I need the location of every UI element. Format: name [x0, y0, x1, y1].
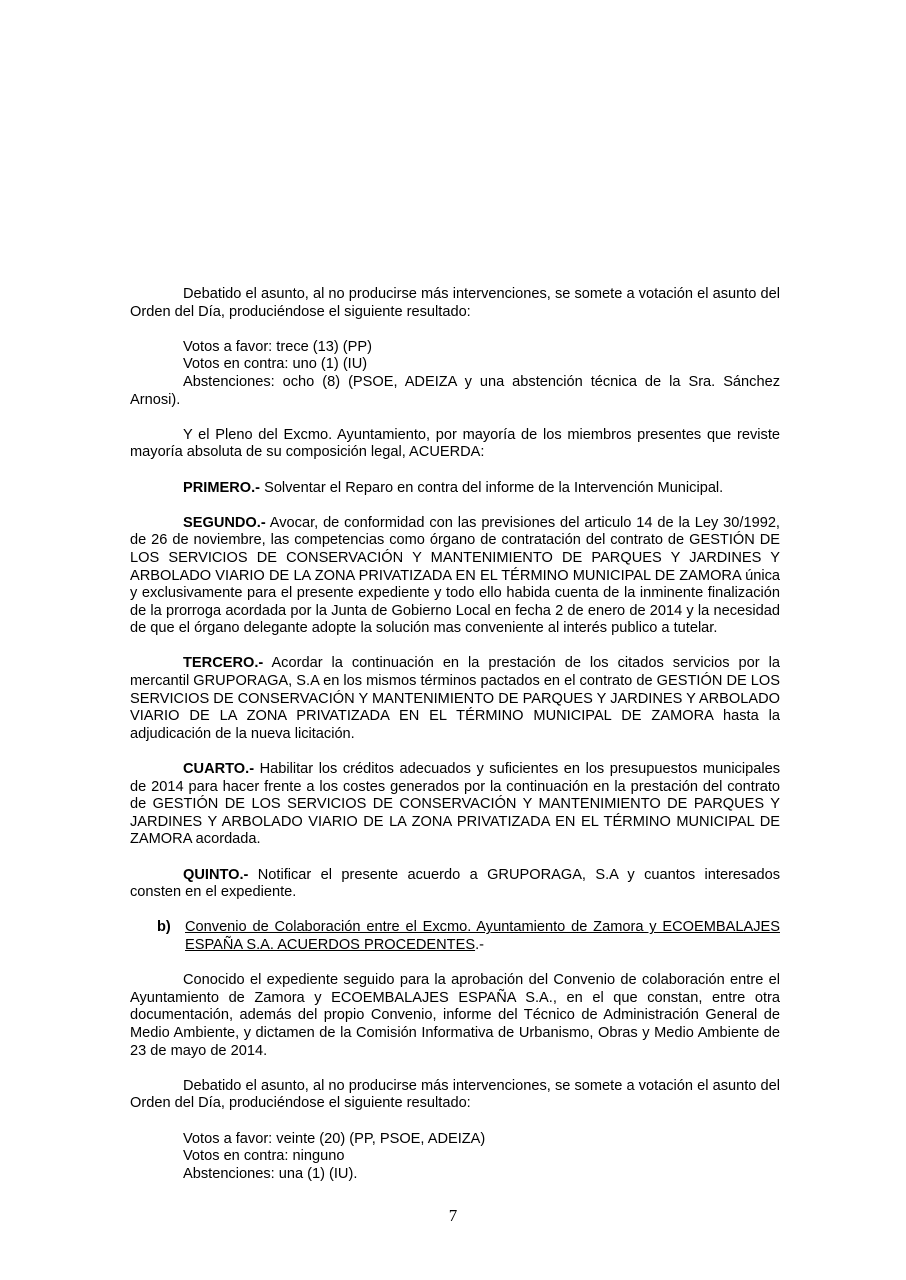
vote-results-2 [130, 1131, 780, 1184]
section-b-heading [130, 919, 780, 954]
acuerdo-tercero [130, 655, 780, 743]
votes-favor-2: Votos a favor: veinte (20) (PP, PSOE, ADEIZA) [183, 1130, 486, 1147]
debate-paragraph-1: Debatido el asunto, al no producirse más intervenciones, se somete a votación el asunto del Orden del Día, produciéndose el siguiente resultado: [130, 286, 780, 320]
page-number: 7 [448, 1206, 458, 1225]
section-b-title: Convenio de Colaboración entre el Excmo. Ayuntamiento de Zamora y ECOEMBALAJES ESPAÑA S.A. ACUERDOS PROCEDENTES [185, 919, 780, 953]
votes-contra: Votos en contra: uno (1) (IU) [183, 356, 368, 373]
votes-contra-2: Votos en contra: ninguno [183, 1148, 345, 1165]
document-body [130, 286, 780, 1183]
acuerdo-quinto [130, 867, 780, 902]
acuerdo-quinto-text: Notificar el presente acuerdo a GRUPORAGA, S.A y cuantos interesados consten en el expediente. [130, 866, 780, 901]
vote-results-1 [130, 339, 780, 409]
acuerdo-primero-label: PRIMERO.- [183, 479, 261, 496]
acuerdo-primero [130, 480, 780, 498]
acuerdo-segundo [130, 515, 780, 638]
pleno-paragraph: Y el Pleno del Excmo. Ayuntamiento, por mayoría de los miembros presentes que reviste mayoría absoluta de su composición legal, ACUERDA: [130, 426, 780, 461]
votes-abstenciones-2: Abstenciones: una (1) (IU). [183, 1165, 358, 1182]
votes-abstenciones: Abstenciones: ocho (8) (PSOE, ADEIZA y una abstención técnica de la Sra. Sánchez Arnosi). [130, 373, 780, 408]
acuerdo-cuarto [130, 761, 780, 849]
section-b-suffix: .- [475, 936, 484, 953]
section-b-label: b) [157, 919, 171, 936]
acuerdo-cuarto-text: Habilitar los créditos adecuados y suficientes en los presupuestos municipales de 2014 para hacer frente a los costes generados por la continuación en la prestación del contrato de GESTIÓN DE LOS SERVICIOS DE CONSERVACIÓN Y MANTENIMIENTO DE PARQUES Y JARDINES Y ARBOLADO VIARIO DE LA ZONA PRIVATIZADA EN EL TÉRMINO MUNICIPAL DE ZAMORA acordada. [130, 761, 780, 848]
acuerdo-quinto-label: QUINTO.- [183, 866, 249, 883]
votes-favor: Votos a favor: trece (13) (PP) [183, 338, 372, 355]
section-b-title-wrap [185, 919, 780, 954]
debate-paragraph-2: Debatido el asunto, al no producirse más intervenciones, se somete a votación el asunto del Orden del Día, produciéndose el siguiente resultado: [130, 1077, 780, 1112]
acuerdo-tercero-text: Acordar la continuación en la prestación de los citados servicios por la mercantil GRUPORAGA, S.A en los mismos términos pactados en el contrato de GESTIÓN DE LOS SERVICIOS DE CONSERVACIÓN Y MANTENIMIENTO DE PARQUES Y JARDINES Y ARBOLADO VIARIO DE LA ZONA PRIVATIZADA EN EL TÉRMINO MUNICIPAL DE ZAMORA hasta la adjudicación de la nueva licitación. [130, 655, 780, 742]
acuerdo-primero-text: Solventar el Reparo en contra del informe de la Intervención Municipal. [260, 479, 724, 496]
acuerdo-segundo-label: SEGUNDO.- [183, 514, 266, 531]
acuerdo-cuarto-label: CUARTO.- [183, 761, 255, 778]
acuerdo-segundo-text: Avocar, de conformidad con las previsiones del articulo 14 de la Ley 30/1992, de 26 de noviembre, las competencias como órgano de contratación del contrato de GESTIÓN DE LOS SERVICIOS DE CONSERVACIÓN Y MANTENIMIENTO DE PARQUES Y JARDINES Y ARBOLADO VIARIO DE LA ZONA PRIVATIZADA EN EL TÉRMINO MUNICIPAL DE ZAMORA única y exclusivamente para el presente expediente y todo ello habida cuenta de la inminente finalización de la prorroga acordada por la Junta de Gobierno Local en fecha 2 de enero de 2014 y la necesidad de que el órgano delegante adopte la solución mas conveniente al interés publico a tutelar. [130, 514, 780, 637]
acuerdo-tercero-label: TERCERO.- [183, 655, 264, 672]
conocido-paragraph: Conocido el expediente seguido para la aprobación del Convenio de colaboración entre el Ayuntamiento de Zamora y ECOEMBALAJES ESPAÑA S.A., en el que constan, entre otra documentación, además del propio Convenio, informe del Técnico de Administración General de Medio Ambiente, y dictamen de la Comisión Informativa de Urbanismo, Obras y Medio Ambiente de 23 de mayo de 2014. [130, 972, 780, 1059]
